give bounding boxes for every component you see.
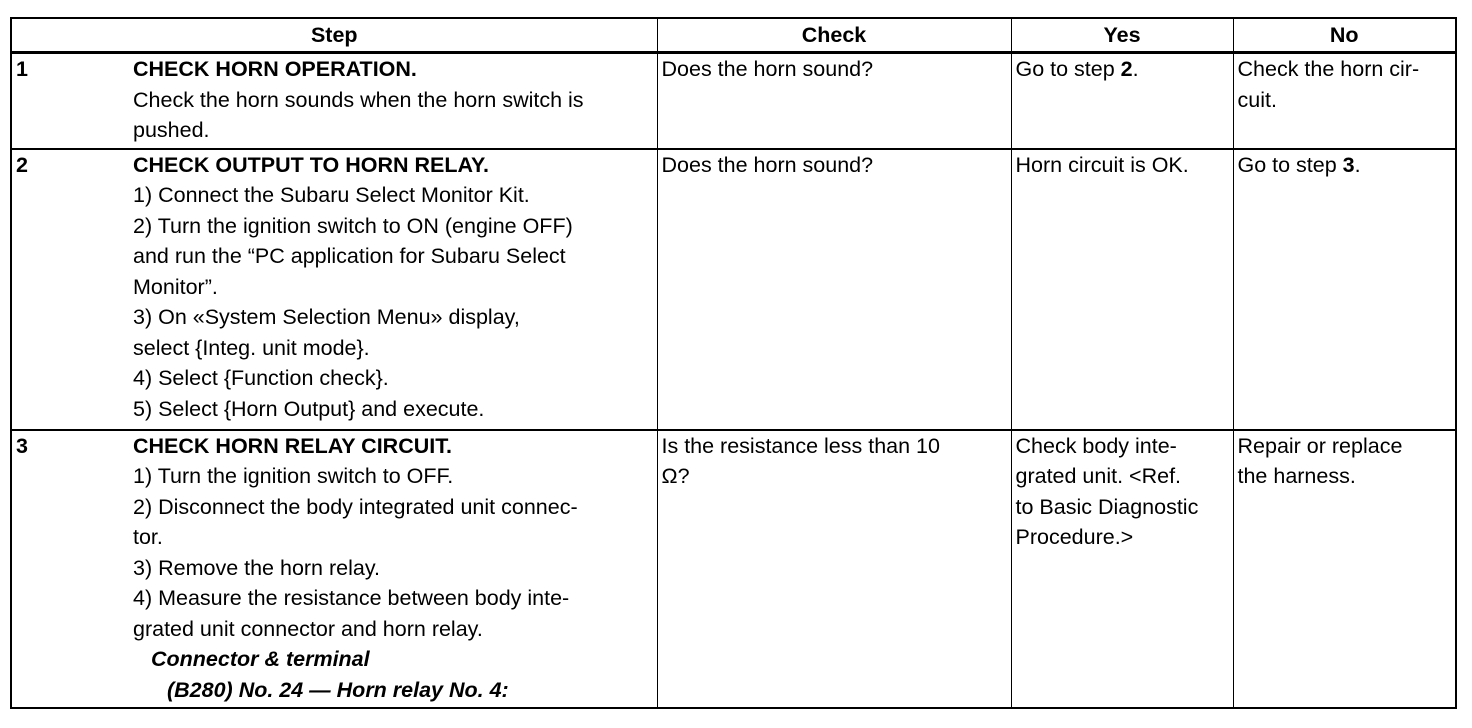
check-cell — [657, 53, 1011, 149]
step-line: 2) Disconnect the body integrated unit connec- — [133, 494, 578, 519]
header-yes: Yes — [1011, 18, 1233, 53]
no-cell — [1233, 430, 1456, 708]
check-line: Ω? — [661, 464, 690, 488]
step-title: CHECK OUTPUT TO HORN RELAY. — [133, 152, 489, 177]
step-line: pushed. — [133, 118, 210, 142]
step-line: Monitor”. — [133, 274, 218, 299]
table-row — [11, 149, 1456, 430]
step-description — [133, 149, 657, 430]
no-cell — [1233, 149, 1456, 430]
check-text: Does the horn sound? — [661, 152, 874, 177]
no-line: Check the horn cir- — [1237, 57, 1420, 81]
no-step-ref: 3 — [1342, 152, 1355, 177]
step-line: tor. — [133, 525, 163, 549]
check-cell — [657, 430, 1011, 708]
yes-text-post: . — [1132, 57, 1139, 81]
step-line: 4) Measure the resistance between body inte- — [133, 586, 570, 610]
step-line: 5) Select {Horn Output} and execute. — [133, 396, 485, 421]
yes-step-ref: 2 — [1120, 57, 1133, 81]
step-line: 3) Remove the horn relay. — [133, 555, 380, 580]
yes-text: Horn circuit is OK. — [1015, 152, 1189, 177]
yes-line: Check body inte- — [1015, 433, 1177, 458]
header-step: Step — [11, 18, 657, 53]
step-number: 1 — [11, 53, 133, 149]
no-text-post: . — [1354, 152, 1361, 177]
step-line: and run the “PC application for Subaru Select — [133, 244, 566, 268]
step-description — [133, 430, 657, 708]
table-row — [11, 430, 1456, 708]
no-cell — [1233, 53, 1456, 149]
step-title: CHECK HORN RELAY CIRCUIT. — [133, 433, 452, 458]
check-line: Is the resistance less than 10 — [661, 433, 940, 458]
step-line: 2) Turn the ignition switch to ON (engine OFF) — [133, 213, 573, 238]
check-text: Does the horn sound? — [661, 57, 874, 81]
step-description — [133, 53, 657, 149]
table-row — [11, 53, 1456, 149]
yes-cell — [1011, 53, 1233, 149]
no-line: cuit. — [1237, 87, 1277, 112]
step-title: CHECK HORN OPERATION. — [133, 57, 417, 81]
yes-cell — [1011, 430, 1233, 708]
yes-line: to Basic Diagnostic — [1015, 494, 1199, 519]
step-number: 3 — [11, 430, 133, 708]
step-line: Check the horn sounds when the horn switch is — [133, 87, 584, 112]
header-row — [11, 18, 1456, 53]
diagnostic-table — [10, 17, 1457, 709]
diagnostic-table-container — [10, 17, 1455, 709]
no-text-pre: Go to step — [1237, 152, 1343, 177]
yes-text-pre: Go to step — [1015, 57, 1121, 81]
step-line: select {Integ. unit mode}. — [133, 335, 370, 360]
step-line: 1) Connect the Subaru Select Monitor Kit. — [133, 183, 530, 207]
check-cell — [657, 149, 1011, 430]
yes-line: grated unit. <Ref. — [1015, 464, 1182, 488]
step-line: 4) Select {Function check}. — [133, 366, 389, 390]
no-line: Repair or replace — [1237, 433, 1403, 458]
no-line: the harness. — [1237, 464, 1356, 488]
yes-cell — [1011, 149, 1233, 430]
step-line: 1) Turn the ignition switch to OFF. — [133, 464, 454, 488]
connector-terminal-value: (B280) No. 24 — Horn relay No. 4: — [167, 677, 509, 702]
step-number: 2 — [11, 149, 133, 430]
step-line: grated unit connector and horn relay. — [133, 616, 483, 641]
yes-line: Procedure.> — [1015, 525, 1134, 549]
connector-label: Connector & terminal — [151, 647, 370, 671]
header-no: No — [1233, 18, 1456, 53]
step-line: 3) On «System Selection Menu» display, — [133, 305, 520, 329]
header-check: Check — [657, 18, 1011, 53]
